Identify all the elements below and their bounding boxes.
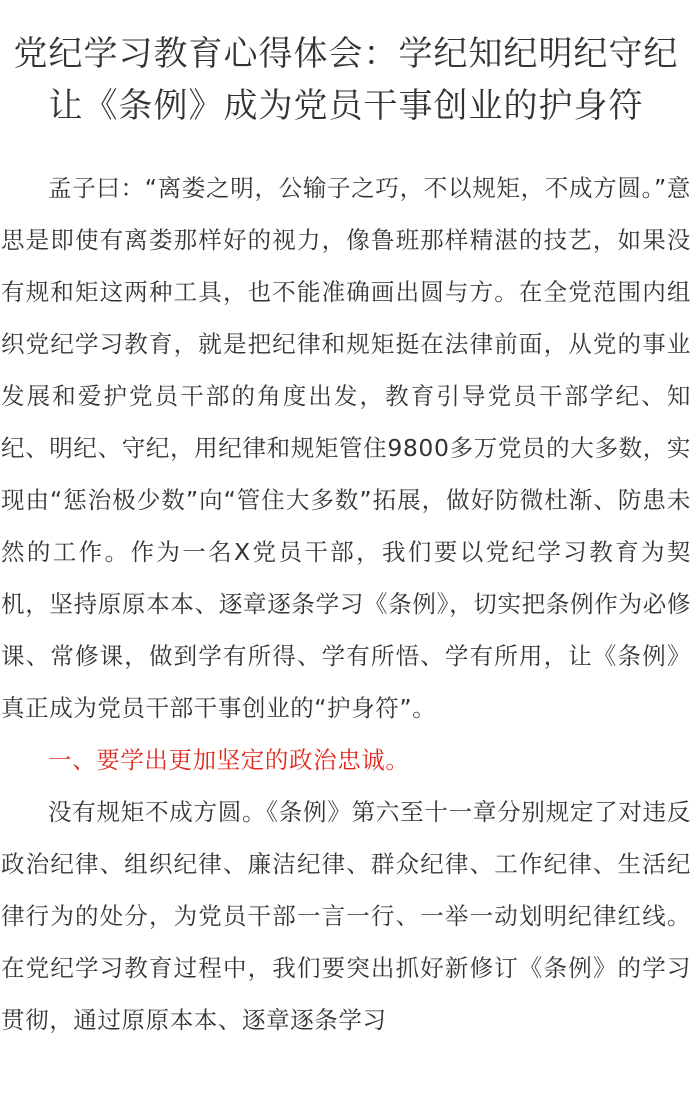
article-body: [1, 162, 691, 1046]
article-title: [1, 0, 691, 132]
section-heading-1: 一、要学出更加坚定的政治忠诚。: [48, 746, 410, 774]
title-line-1: 党纪学习教育心得体会：学纪知纪明纪守纪: [13, 34, 679, 74]
paragraph-intro: 孟子曰：“离娄之明，公输子之巧，不以规矩，不成方圆。”意思是即使有离娄那样好的视力，像鲁班那样精湛的技艺，如果没有规和矩这两种工具，也不能准确画出圆与方。在全党范围内组织党纪学习教育，就是把纪律和规矩挺在法律前面，从党的事业发展和爱护党员干部的角度出发，教育引导党员干部学纪、知纪、明纪、守纪，用纪律和规矩管住9800多万党员的大多数，实现由“惩治极少数”向“管住大多数”拓展，做好防微杜渐、防患未然的工作。作为一名X党员干部，我们要以党纪学习教育为契机，坚持原原本本、逐章逐条学习《条例》，切实把条例作为必修课、常修课，做到学有所得、学有所悟、学有所用，让《条例》真正成为党员干部干事创业的“护身符”。: [1, 174, 691, 722]
paragraph-section-1: 没有规矩不成方圆。《条例》第六至十一章分别规定了对违反政治纪律、组织纪律、廉洁纪律、群众纪律、工作纪律、生活纪律行为的处分，为党员干部一言一行、一举一动划明纪律红线。在党纪学习教育过程中，我们要突出抓好新修订《条例》的学习贯彻，通过原原本本、逐章逐条学习: [1, 798, 691, 1034]
title-line-2: 让《条例》成为党员干事创业的护身符: [48, 86, 644, 126]
